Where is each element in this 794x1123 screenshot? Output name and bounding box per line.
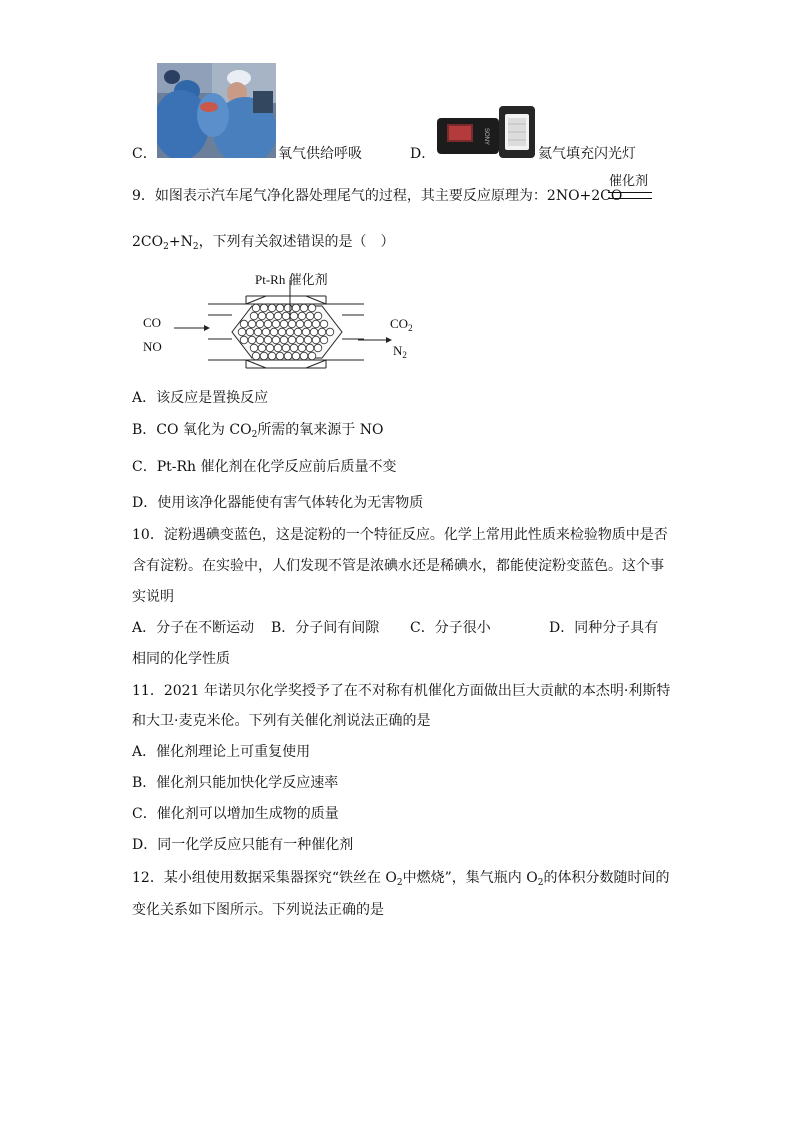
q12-stem-part-a: 12．某小组使用数据采集器探究“铁丝在 O <box>132 870 397 886</box>
q10-option-c: C．分子很小 <box>410 620 491 636</box>
catalyst-bead <box>286 328 294 336</box>
catalyst-bead <box>304 336 312 344</box>
output-gas-co2 <box>390 315 413 333</box>
catalyst-bead <box>270 328 278 336</box>
q10-option-d-continued: 相同的化学性质 <box>132 651 230 667</box>
catalyst-bead <box>294 328 302 336</box>
catalyst-bead <box>276 304 284 312</box>
q11-option-a: A．催化剂理论上可重复使用 <box>132 744 311 760</box>
catalyst-bead <box>266 312 274 320</box>
catalyst-bead <box>298 344 306 352</box>
input-gas-co: CO <box>143 315 162 330</box>
catalyst-bead <box>238 328 246 336</box>
q9-product-co2-sub: 2 <box>163 242 169 252</box>
catalyst-bead <box>320 336 328 344</box>
catalyst-bead <box>258 312 266 320</box>
camera-flash-image <box>435 104 537 160</box>
q9-product-co2: 2CO <box>132 234 164 250</box>
q8-option-c-text: 氧气供给呼吸 <box>278 146 362 162</box>
catalyst-bead <box>248 320 256 328</box>
q11-option-b: B．催化剂只能加快化学反应速率 <box>132 775 339 791</box>
catalyst-bead <box>250 344 258 352</box>
catalyst-bead <box>310 328 318 336</box>
catalyst-bead <box>280 336 288 344</box>
q8-option-d-letter: D． <box>410 146 436 162</box>
catalyst-bead <box>272 336 280 344</box>
catalyst-bead <box>318 328 326 336</box>
catalyst-bead <box>296 336 304 344</box>
catalyst-bead <box>308 352 316 360</box>
q9-catalyst-condition: 催化剂 <box>609 174 649 189</box>
q10-option-a: A．分子在不断运动 <box>132 620 255 636</box>
q11-stem-line1: 11．2021 年诺贝尔化学奖授予了在不对称有机催化方面做出巨大贡献的本杰明·利斯特 <box>132 683 671 699</box>
output-gas-n2 <box>393 342 407 360</box>
catalyst-bead <box>266 344 274 352</box>
catalyst-bead <box>284 352 292 360</box>
catalyst-bead <box>284 304 292 312</box>
output-gas-co2-text: CO <box>390 316 409 331</box>
catalyst-bead <box>268 304 276 312</box>
catalyst-bead <box>250 312 258 320</box>
catalyst-bead <box>306 344 314 352</box>
catalyst-bead <box>282 312 290 320</box>
q11-option-d: D．同一化学反应只能有一种催化剂 <box>132 837 354 853</box>
catalyst-bead <box>264 336 272 344</box>
catalyst-bead <box>292 352 300 360</box>
input-gas-no: NO <box>143 339 162 354</box>
q9-option-b-post: 所需的氧来源于 NO <box>257 422 384 438</box>
catalyst-bead <box>240 320 248 328</box>
q10-option-b: B．分子间有间隙 <box>271 620 380 636</box>
catalyst-label: Pt-Rh 催化剂 <box>255 272 328 287</box>
catalyst-bead <box>304 320 312 328</box>
catalyst-bead <box>252 304 260 312</box>
q9-equal-sign <box>608 192 652 199</box>
catalyst-bead <box>306 312 314 320</box>
catalyst-bead <box>248 336 256 344</box>
catalyst-bead <box>290 344 298 352</box>
catalyst-bead <box>312 336 320 344</box>
catalyst-bead <box>314 312 322 320</box>
q9-stem-line2 <box>132 232 395 252</box>
catalyst-bead <box>282 344 290 352</box>
q12-stem-line1 <box>132 868 669 888</box>
q9-stem-question: ，下列有关叙述错误的是（ ） <box>198 234 395 250</box>
catalyst-bead <box>280 320 288 328</box>
q9-option-a: A．该反应是置换反应 <box>132 390 269 406</box>
catalyst-bead <box>296 320 304 328</box>
output-gas-n2-sub: 2 <box>402 350 407 360</box>
catalyst-bead <box>272 320 280 328</box>
q9-option-c: C．Pt-Rh 催化剂在化学反应前后质量不变 <box>132 459 397 475</box>
catalyst-bead <box>256 336 264 344</box>
catalyst-bead <box>300 352 308 360</box>
q10-stem-line3: 实说明 <box>132 589 174 605</box>
catalyst-bead <box>288 336 296 344</box>
q9-product-n2-sub: 2 <box>192 242 199 252</box>
catalyst-bead <box>308 304 316 312</box>
catalyst-bead <box>246 328 254 336</box>
q9-option-b <box>132 420 384 440</box>
q12-stem-part-c: 的体积分数随时间的 <box>543 870 670 886</box>
q10-option-d: D．同种分子具有 <box>549 620 659 636</box>
catalyst-bead <box>312 320 320 328</box>
q11-option-c: C．催化剂可以增加生成物的质量 <box>132 806 339 822</box>
q12-sub-1: 2 <box>396 878 403 888</box>
catalyst-bead <box>256 320 264 328</box>
catalyst-bead <box>258 344 266 352</box>
q9-option-d: D．使用该净化器能使有害气体转化为无害物质 <box>132 495 424 511</box>
q10-stem-line2: 含有淀粉。在实验中，人们发现不管是浓碘水还是稀碘水，都能使淀粉变蓝色。这个事 <box>132 558 664 574</box>
catalyst-bead <box>302 328 310 336</box>
q8-option-d-text: 氦气填充闪光灯 <box>538 146 636 162</box>
catalyst-bead <box>278 328 286 336</box>
catalyst-bead <box>264 320 272 328</box>
q9-option-b-sub: 2 <box>251 430 258 440</box>
flash-brand-label: SONY <box>483 128 489 146</box>
catalyst-bead <box>274 312 282 320</box>
catalyst-bead <box>274 344 282 352</box>
catalyst-bead <box>292 304 300 312</box>
q9-product-n2: +N <box>168 234 193 250</box>
catalyst-bead <box>320 320 328 328</box>
q11-stem-line2: 和大卫·麦克米伦。下列有关催化剂说法正确的是 <box>132 713 431 729</box>
q9-stem-line1: 9．如图表示汽车尾气净化器处理尾气的过程，其主要反应原理为：2NO+2CO <box>132 188 623 204</box>
catalyst-bead <box>300 304 308 312</box>
q10-stem-line1: 10．淀粉遇碘变蓝色，这是淀粉的一个特征反应。化学上常用此性质来检验物质中是否 <box>132 527 668 543</box>
catalyst-bead <box>276 352 284 360</box>
catalyst-bead <box>254 328 262 336</box>
catalyst-bead <box>262 328 270 336</box>
catalyst-bead <box>260 352 268 360</box>
output-gas-n2-text: N <box>393 343 403 358</box>
q12-stem-line2: 变化关系如下图所示。下列说法正确的是 <box>132 902 384 918</box>
output-gas-co2-sub: 2 <box>408 323 413 333</box>
catalyst-bead <box>288 320 296 328</box>
catalyst-bead <box>290 312 298 320</box>
catalyst-bead <box>298 312 306 320</box>
catalyst-bead <box>260 304 268 312</box>
catalyst-bead <box>252 352 260 360</box>
catalyst-bead <box>240 336 248 344</box>
q12-sub-2: 2 <box>537 878 544 888</box>
catalyst-bead <box>326 328 334 336</box>
catalyst-bead <box>314 344 322 352</box>
q9-option-b-pre: B．CO 氧化为 CO <box>132 422 252 438</box>
q8-option-c-letter: C． <box>132 146 157 162</box>
surgery-photo <box>157 63 276 158</box>
q12-stem-part-b: 中燃烧”，集气瓶内 O <box>402 870 538 886</box>
catalyst-bead <box>268 352 276 360</box>
